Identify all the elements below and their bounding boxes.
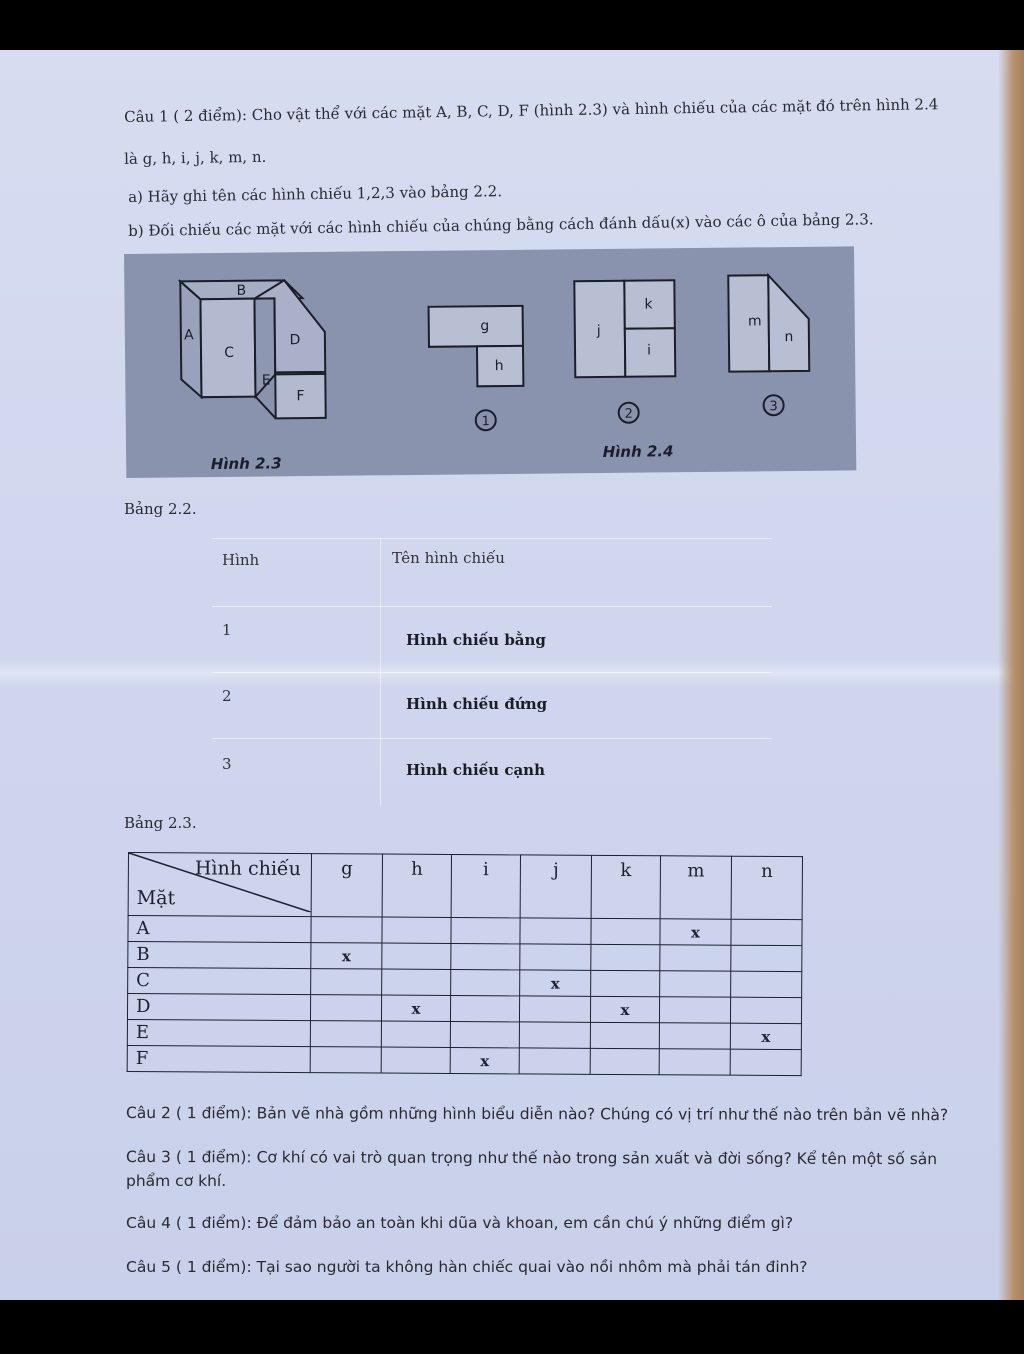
mark-cell <box>451 943 520 969</box>
face-cell: F <box>127 1045 310 1072</box>
row-projection-name: Hình chiếu bằng <box>406 631 546 649</box>
question-4: Câu 4 ( 1 điểm): Để đảm bảo an toàn khi dũa và khoan, em cần chú ý những điểm gì? <box>126 1214 794 1232</box>
mark-cell: x <box>311 943 382 969</box>
row-projection-name: Hình chiếu cạnh <box>406 761 545 779</box>
caption-hinh-2-4: Hình 2.4 <box>602 442 674 461</box>
table-row <box>212 672 772 739</box>
mark-cell <box>310 995 381 1021</box>
figure-panel <box>124 246 856 478</box>
table-row <box>128 916 802 946</box>
table-row <box>212 606 772 673</box>
mark-cell <box>382 943 451 969</box>
mark-cell <box>519 1048 590 1074</box>
mark-cell: x <box>520 970 591 996</box>
mark-cell <box>520 944 591 970</box>
face-cell: C <box>128 968 311 995</box>
proj-label-i: i <box>647 342 652 359</box>
question-1-part-a: a) Hãy ghi tên các hình chiếu 1,2,3 vào bảng 2.2. <box>128 182 503 206</box>
mark-cell <box>731 945 802 971</box>
mark-cell <box>660 945 731 971</box>
row-number: 1 <box>222 621 232 639</box>
column-header: n <box>731 856 802 919</box>
mark-cell <box>382 917 451 943</box>
proj-label-g: g <box>480 318 490 335</box>
table-row <box>128 968 802 998</box>
mark-cell <box>519 1022 590 1048</box>
mark-cell <box>590 1022 659 1048</box>
table-row <box>127 994 801 1024</box>
question-1-line-1: Câu 1 ( 2 điểm): Cho vật thể với các mặt A, B, C, D, F (hình 2.3) và hình chiếu của các mặt đó trên hình 2.4 <box>124 95 939 126</box>
mark-cell: x <box>730 1023 801 1049</box>
question-1-part-b: b) Đối chiếu các mặt với các hình chiếu của chúng bằng cách đánh dấu(x) vào các ô của bảng 2.3. <box>128 210 874 240</box>
table-2-3-header <box>128 853 802 920</box>
projection-number-3: 3 <box>769 399 778 415</box>
row-projection-name: Hình chiếu đứng <box>406 695 548 713</box>
caption-hinh-2-3: Hình 2.3 <box>210 454 282 474</box>
row-number: 2 <box>222 687 232 705</box>
mark-cell <box>311 917 382 943</box>
proj-label-h: h <box>494 358 504 375</box>
column-header: i <box>451 854 520 917</box>
mark-cell <box>659 1049 730 1075</box>
question-5: Câu 5 ( 1 điểm): Tại sao người ta không hàn chiếc quai vào nồi nhôm mà phải tán đinh? <box>126 1258 808 1276</box>
table-row <box>212 738 772 807</box>
projection-g-rect <box>429 306 523 347</box>
question-3-line-2: phẩm cơ khí. <box>126 1172 227 1190</box>
mark-cell <box>310 1021 381 1047</box>
face-label-b: B <box>236 282 247 299</box>
table-row <box>127 1019 801 1049</box>
mark-cell <box>451 917 520 943</box>
mark-cell: x <box>590 996 659 1022</box>
mark-cell <box>450 1021 519 1047</box>
face-cell: B <box>128 942 311 969</box>
mark-cell <box>450 995 519 1021</box>
table-row <box>128 942 802 972</box>
mark-cell <box>590 1048 659 1074</box>
table-row <box>127 1045 801 1075</box>
mark-cell <box>381 1021 450 1047</box>
column-header: h <box>382 854 451 917</box>
face-label-c: C <box>224 344 235 361</box>
mark-cell <box>311 969 382 995</box>
mark-cell: x <box>660 919 731 945</box>
mark-cell: x <box>381 995 450 1021</box>
face-cell: A <box>128 916 311 943</box>
corner-cell <box>128 853 311 917</box>
table-2-2-label: Bảng 2.2. <box>124 500 197 518</box>
mark-cell: x <box>450 1047 519 1073</box>
column-header: g <box>311 854 382 917</box>
mark-cell <box>591 970 660 996</box>
projection-number-1: 1 <box>481 414 490 430</box>
row-number: 3 <box>222 755 232 773</box>
table-edge-background <box>998 50 1024 1300</box>
mark-cell <box>381 1047 450 1073</box>
mark-cell <box>730 1049 801 1075</box>
corner-bottom-label: Mặt <box>136 887 176 910</box>
face-label-d: D <box>289 332 301 349</box>
mark-cell <box>730 997 801 1023</box>
table-2-3-label: Bảng 2.3. <box>124 814 197 832</box>
question-3-line-1: Câu 3 ( 1 điểm): Cơ khí có vai trò quan trọng như thế nào trong sản xuất và đời sống? Kể tên một số sản <box>125 1148 938 1169</box>
mark-cell <box>660 971 731 997</box>
mark-cell <box>591 944 660 970</box>
proj-label-m: m <box>747 313 762 330</box>
header-ten-hinh-chieu: Tên hình chiếu <box>392 549 505 567</box>
face-cell: D <box>127 994 310 1021</box>
proj-label-k: k <box>644 296 653 313</box>
mark-cell <box>310 1047 381 1073</box>
question-1-line-2: là g, h, i, j, k, m, n. <box>124 147 267 168</box>
proj-label-n: n <box>784 328 794 346</box>
column-header: k <box>591 855 660 918</box>
column-header: m <box>660 856 731 919</box>
mark-cell <box>659 997 730 1023</box>
mark-cell <box>591 918 660 944</box>
mark-cell <box>659 1023 730 1049</box>
face-label-f: F <box>296 388 305 405</box>
column-header: j <box>520 855 591 918</box>
mark-cell <box>451 969 520 995</box>
face-label-e: E <box>261 372 271 389</box>
figure-drawing <box>124 246 856 478</box>
table-2-2-header <box>212 538 772 607</box>
mark-cell <box>731 919 802 945</box>
mark-cell <box>382 969 451 995</box>
question-2: Câu 2 ( 1 điểm): Bản vẽ nhà gồm những hình biểu diễn nào? Chúng có vị trí như thế nào trên bản vẽ nhà? <box>125 1104 949 1125</box>
mark-cell <box>520 918 591 944</box>
face-cell: E <box>127 1019 310 1046</box>
corner-top-label: Hình chiếu <box>194 857 301 881</box>
projection-number-2: 2 <box>624 406 633 422</box>
header-hinh: Hình <box>222 551 260 569</box>
mark-cell <box>731 971 802 997</box>
table-2-3 <box>127 852 803 1076</box>
projection-n-shape <box>768 275 809 371</box>
face-label-a: A <box>183 327 194 344</box>
proj-label-j: j <box>596 323 601 340</box>
mark-cell <box>519 996 590 1022</box>
